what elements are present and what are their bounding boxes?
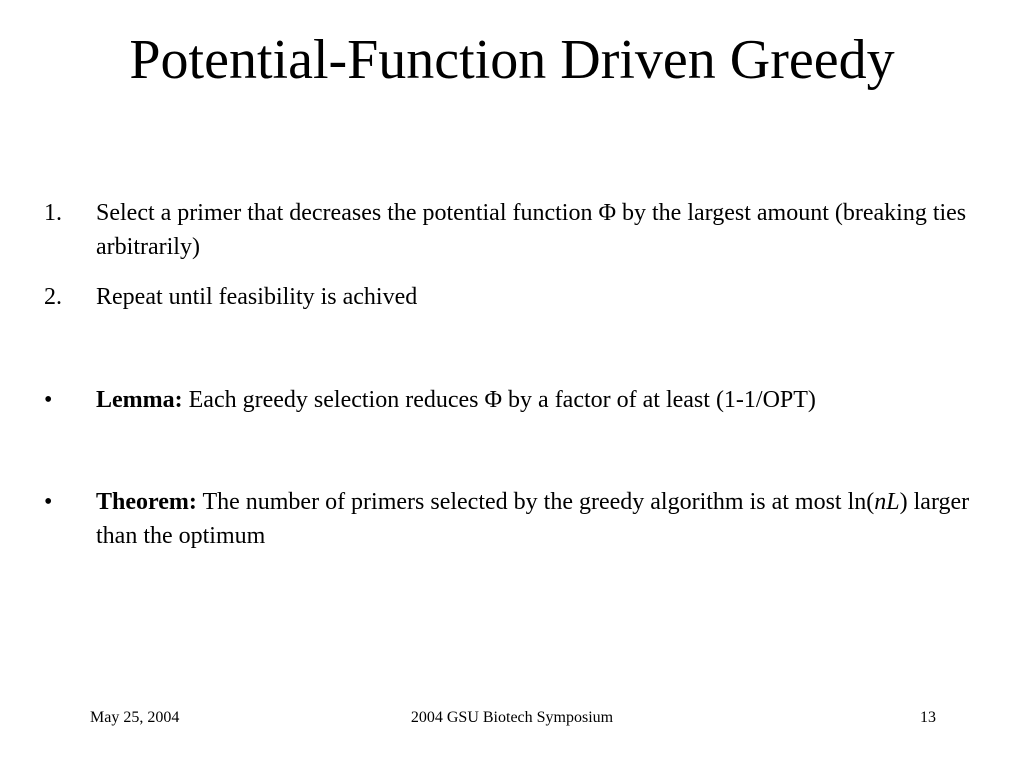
lemma-label: Lemma: [96, 387, 183, 413]
theorem-text [96, 485, 974, 553]
lemma-bullet [44, 383, 974, 417]
numbered-item-2 [44, 280, 974, 314]
theorem-variable: nL [874, 489, 900, 515]
numbered-item-1 [44, 196, 974, 264]
theorem-body-end: ) larger than the optimum [96, 489, 970, 549]
theorem-body-start: The number of primers selected by the greedy algorithm is at most ln( [196, 489, 875, 515]
footer-event: 2004 GSU Biotech Symposium [410, 709, 614, 726]
theorem-bullet [44, 485, 974, 553]
item-text: Select a primer that decreases the potential function Φ by the largest amount (breaking ties arbitrarily) [96, 200, 967, 260]
bullet-marker: • [44, 387, 53, 413]
bullet-marker: • [44, 489, 53, 515]
slide-title: Potential-Function Driven Greedy [129, 29, 895, 91]
lemma-text [96, 383, 974, 417]
lemma-body: Each greedy selection reduces Φ by a factor of at least (1-1/OPT) [182, 387, 816, 413]
item-number: 2. [44, 284, 62, 310]
theorem-label: Theorem: [96, 489, 197, 515]
item-text: Repeat until feasibility is achived [96, 284, 418, 310]
page-number: 13 [920, 709, 936, 726]
footer-date: May 25, 2004 [90, 709, 180, 726]
item-number: 1. [44, 200, 62, 226]
